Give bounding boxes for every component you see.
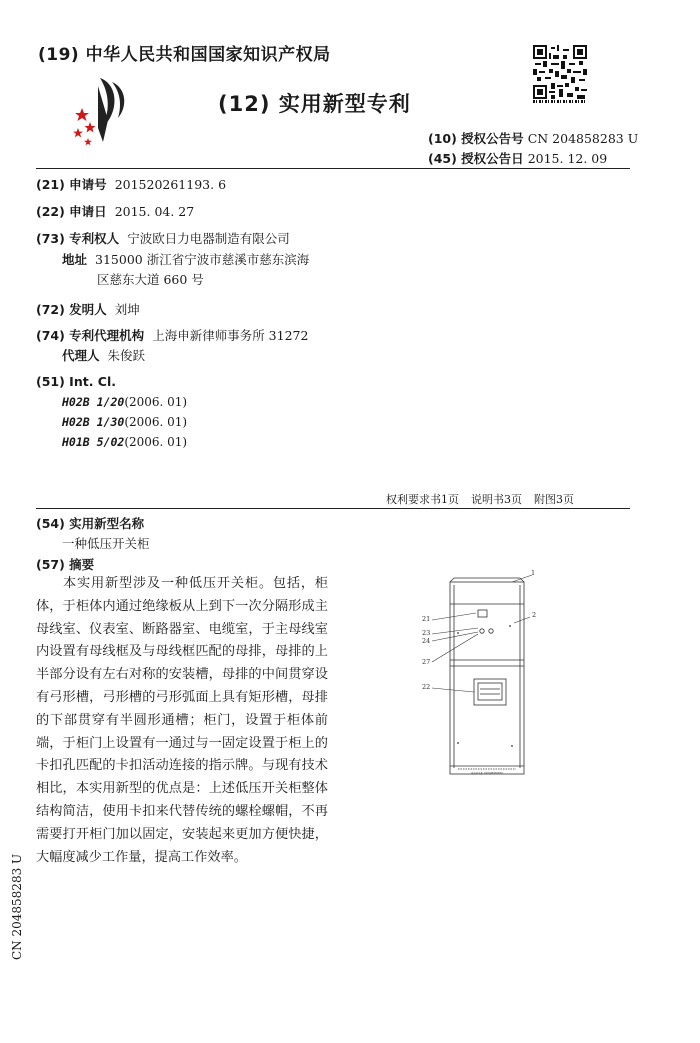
agent-row: [62, 346, 145, 364]
abstract-label: (57) 摘要: [36, 557, 95, 572]
ipc-label: (51) Int. Cl.: [36, 374, 117, 389]
inventor: 刘坤: [114, 302, 140, 317]
ref-label: 23: [422, 629, 431, 637]
biblio-divider: [36, 508, 630, 509]
patentee: 宁波欧日力电器制造有限公司: [127, 231, 290, 246]
utility-model-title: 一种低压开关柜: [62, 536, 150, 551]
ipc-version: (2006. 01): [124, 395, 188, 409]
cnipa-logo: [70, 72, 138, 148]
application-number: 201520261193. 6: [114, 177, 227, 192]
ref-label: 24: [422, 637, 431, 645]
ref-label: 21: [422, 615, 431, 623]
header-divider: [36, 168, 630, 169]
ipc-code: H02B 1/20: [62, 395, 125, 409]
application-number-label: (21) 申请号: [36, 177, 107, 192]
drawings-pages: 附图3页: [534, 493, 574, 506]
side-publication-number: CN 204858283 U: [10, 853, 24, 960]
page-counts: [386, 491, 586, 507]
title-label: (54) 实用新型名称: [36, 516, 145, 531]
document-type: (12) 实用新型专利: [218, 92, 411, 116]
ref-label: 2: [532, 611, 537, 619]
ipc-code: H01B 5/02: [62, 435, 125, 449]
barcode: [533, 100, 587, 103]
agency-label: (74) 专利代理机构: [36, 328, 145, 343]
reference-labels: [422, 569, 536, 691]
qr-code: [533, 45, 587, 99]
ref-label: 22: [422, 683, 431, 691]
ref-label: 27: [422, 658, 431, 666]
abstract-label-row: [36, 555, 94, 573]
title-label-row: [36, 514, 144, 532]
publication-number: CN 204858283 U: [527, 131, 639, 146]
description-pages: 说明书3页: [471, 493, 522, 506]
inventor-row: [36, 300, 140, 318]
ipc-item: [62, 395, 187, 409]
meter-window: [478, 610, 487, 617]
address-label: 地址: [62, 252, 88, 267]
inventor-label: (72) 发明人: [36, 302, 107, 317]
patentee-row: [36, 229, 290, 247]
patentee-label: (73) 专利权人: [36, 231, 120, 246]
agency-row: [36, 326, 308, 344]
agent-label: 代理人: [62, 348, 100, 363]
publication-date-label: (45) 授权公告日: [428, 151, 524, 166]
publication-date-row: [428, 149, 607, 167]
ipc-version: (2006. 01): [124, 435, 188, 449]
abstract-text: 本实用新型涉及一种低压开关柜。包括，柜体，于柜体内通过绝缘板从上到下一次分隔形成主母线室、仪表室、断路器室、电缆室，于主母线室内设置有母线框及与母线框匹配的母排，母排的上半部分设有左右对称的安装槽，母排的中间贯穿设有弓形槽，弓形槽的弓形弧面上具有矩形槽，母排的下部贯穿有半圆形通槽；柜门，设置于柜体前端，于柜门上设置有一通过与一固定设置于柜上的卡扣孔匹配的卡扣活动连接的指示牌。与现有技术相比，本实用新型的优点是：上述低压开关柜整体结构简洁，使用卡扣来代替传统的螺栓螺帽，不再需要打开柜门加以固定，安装起来更加方便快捷，大幅度减少工作量，提高工作效率。: [36, 576, 328, 865]
ipc-item: [62, 415, 187, 429]
issuing-authority: (19) 中华人民共和国国家知识产权局: [38, 45, 331, 65]
address-row: [62, 250, 309, 268]
agency: 上海申新律师事务所 31272: [152, 328, 309, 343]
ipc-header-row: [36, 374, 116, 389]
agent: 朱俊跃: [107, 348, 146, 363]
claims-pages: 权利要求书1页: [386, 493, 459, 506]
application-date: 2015. 04. 27: [114, 204, 195, 219]
application-date-row: [36, 202, 194, 220]
ipc-version: (2006. 01): [124, 415, 188, 429]
address-line-2-row: [97, 270, 204, 288]
publication-date: 2015. 12. 09: [527, 151, 608, 166]
switchgear-drawing: [418, 568, 550, 780]
ref-label: 1: [531, 569, 536, 577]
publication-number-row: [428, 129, 638, 147]
publication-number-label: (10) 授权公告号: [428, 131, 524, 146]
address-line-2: 区慈东大道 660 号: [97, 272, 204, 287]
application-number-row: [36, 175, 226, 193]
ipc-item: [62, 435, 187, 449]
application-date-label: (22) 申请日: [36, 204, 107, 219]
address-line-1: 315000 浙江省宁波市慈溪市慈东滨海: [95, 252, 310, 267]
ipc-code: H02B 1/30: [62, 415, 125, 429]
nameplate-text: 低压开关柜 CN204858283U: [471, 772, 503, 775]
